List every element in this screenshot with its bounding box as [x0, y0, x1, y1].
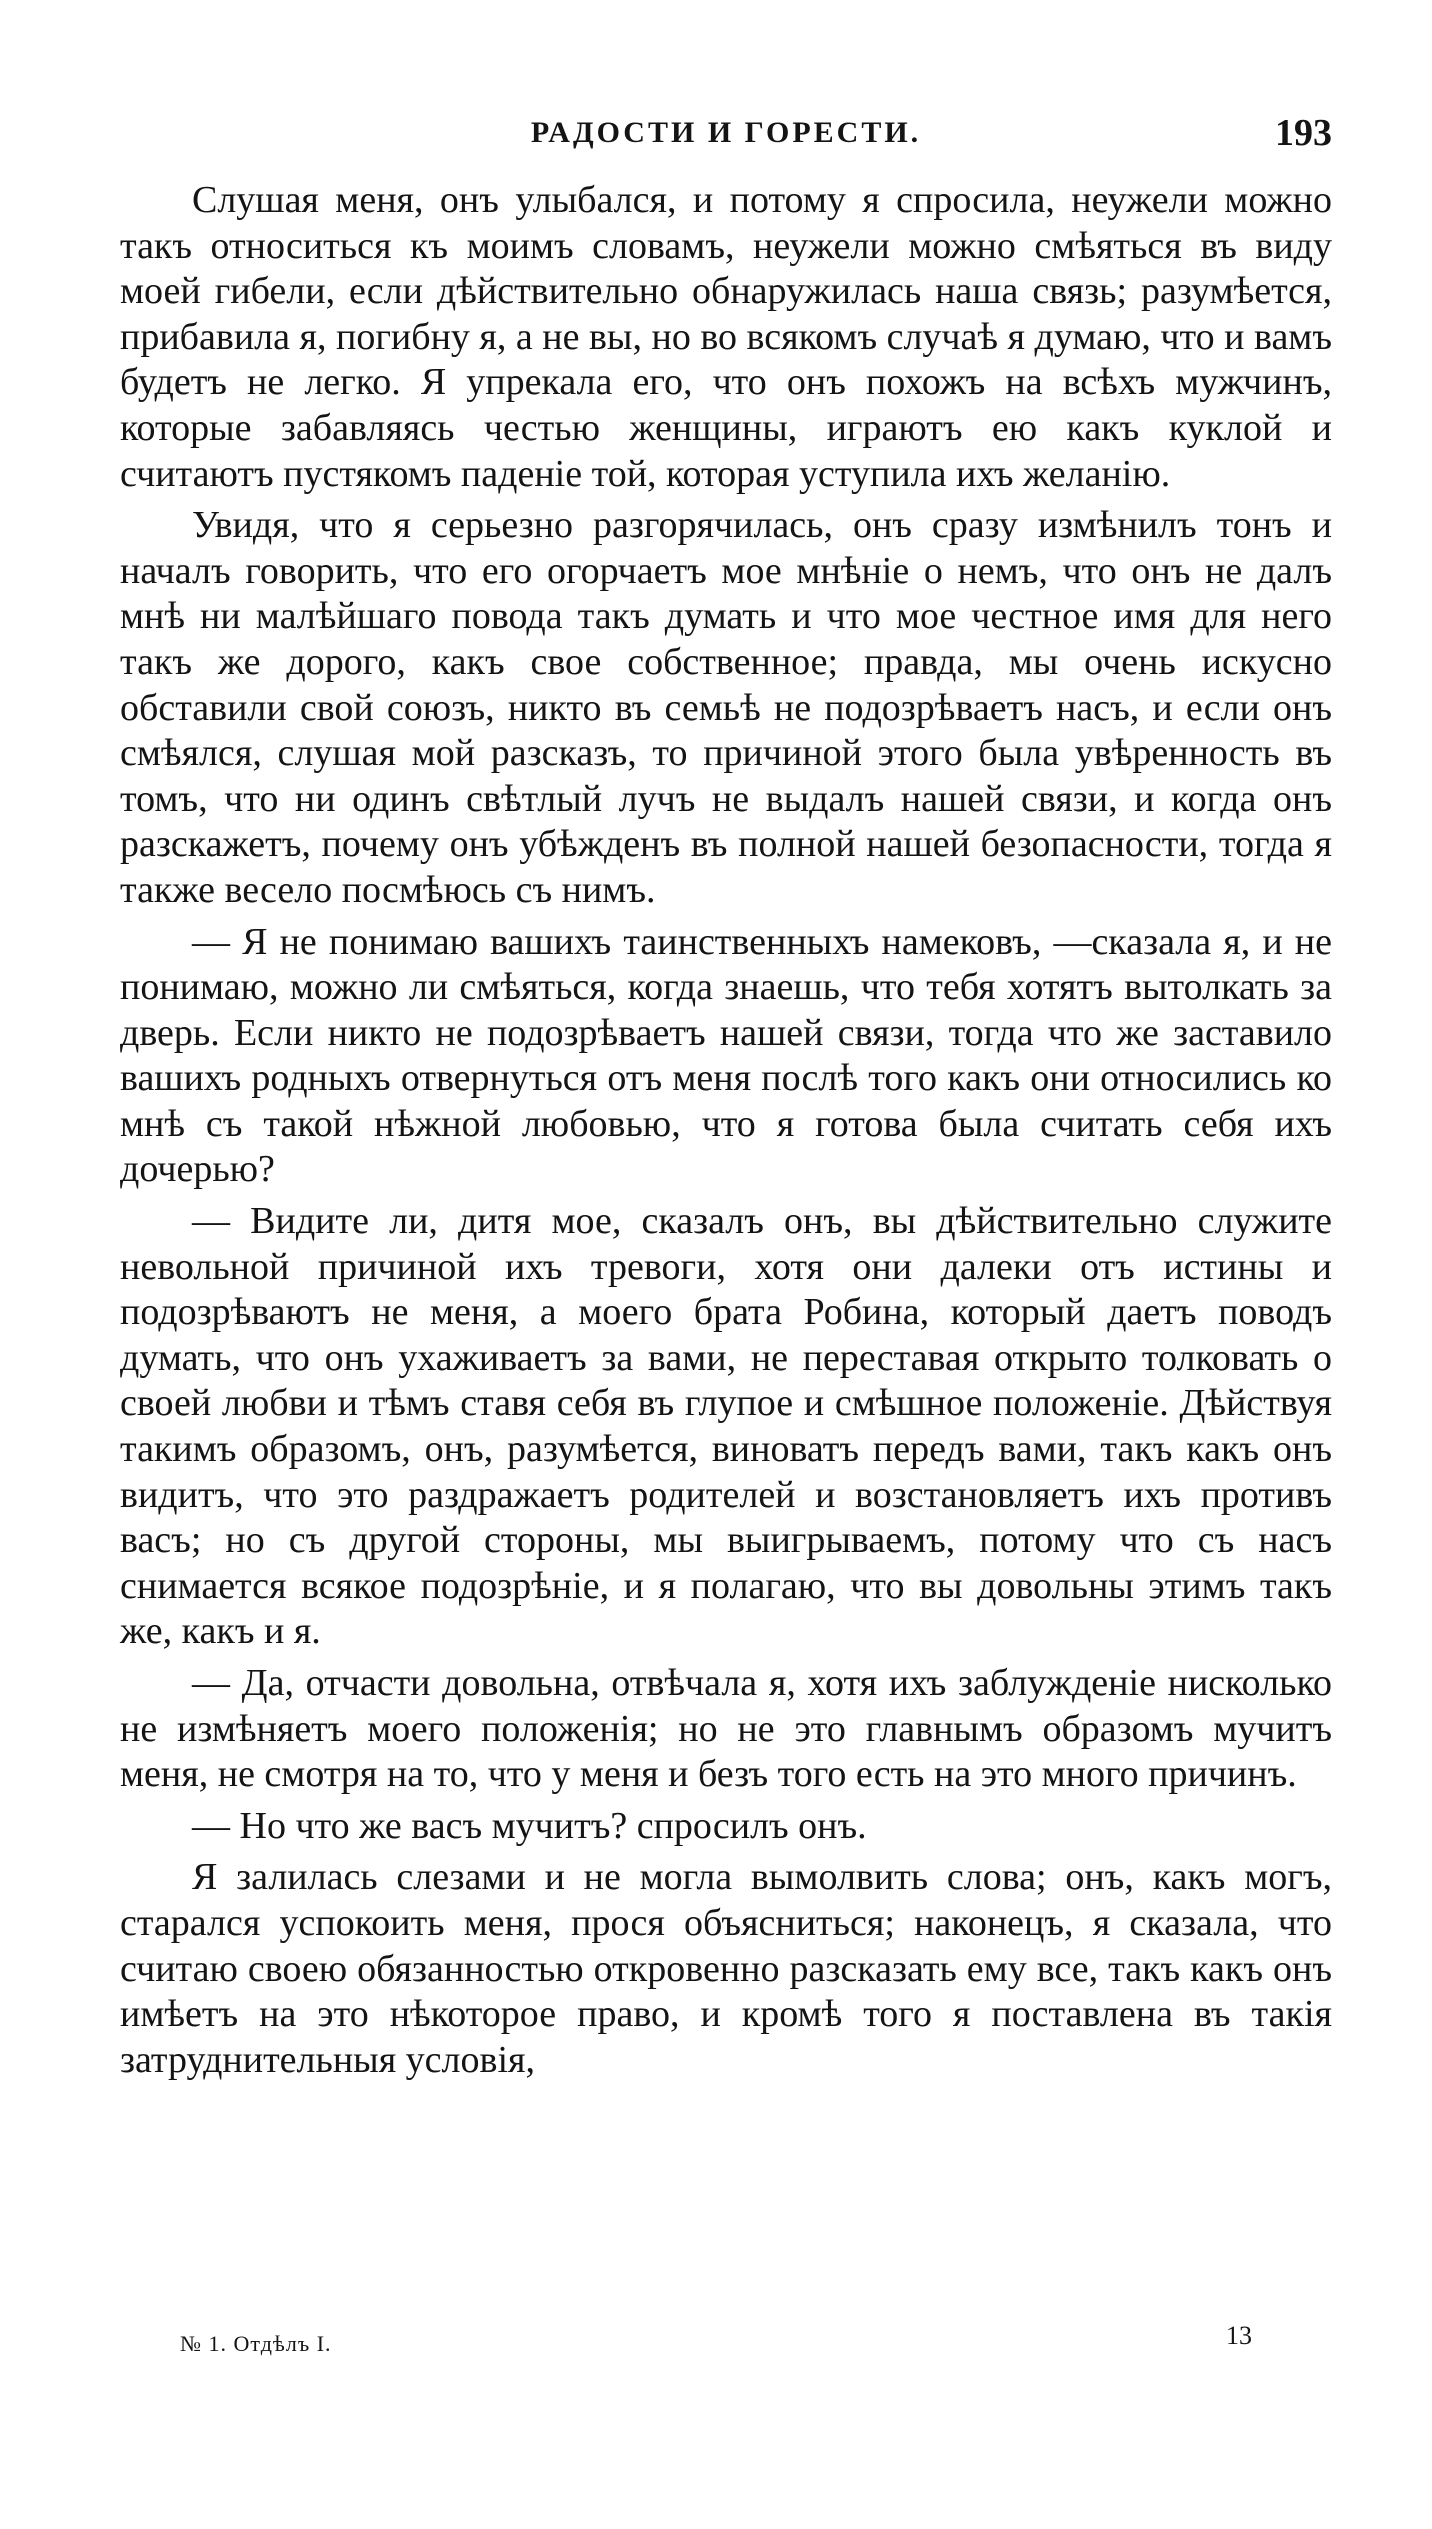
paragraph: — Я не понимаю вашихъ таинственныхъ намековъ, —сказала я, и не понимаю, можно ли смѣяться, когда знаешь, что тебя хотятъ вытолкать за дверь. Если никто не подозрѣваетъ нашей связи, тогда что же заставило вашихъ родныхъ отвернуться отъ меня послѣ того какъ они относились ко мнѣ съ такой нѣжной любовью, что я готова была считать себя ихъ дочерью? [120, 920, 1332, 1191]
body-text [120, 178, 1332, 2089]
paragraph: Я залилась слезами и не могла вымолвить слова; онъ, какъ могъ, старался успокоить меня, прося объясниться; наконецъ, я сказала, что считаю своею обязанностью откровенно разсказать ему все, такъ какъ онъ имѣетъ на это нѣкоторое право, и кромѣ того я поставлена въ такія затруднительныя условія, [120, 1856, 1332, 2081]
paragraph: — Но что же васъ мучитъ? спросилъ онъ. [192, 1804, 867, 1847]
paragraph: Увидя, что я серьезно разгорячилась, онъ сразу измѣнилъ тонъ и началъ говорить, что его огорчаетъ мое мнѣніе о немъ, что онъ не далъ мнѣ ни малѣйшаго повода такъ думать и что мое честное имя для него такъ же дорого, какъ свое собственное; правда, мы очень искусно обставили свой союзъ, никто въ семьѣ не подозрѣваетъ насъ, и если онъ смѣялся, слушая мой разсказъ, то причиной этого была увѣренность въ томъ, что ни одинъ свѣтлый лучъ не выдалъ нашей связи, и когда онъ разскажетъ, почему онъ убѣжденъ въ полной нашей безопасности, тогда я также весело посмѣюсь съ нимъ. [120, 504, 1332, 911]
running-title: РАДОСТИ И ГОРЕСТИ. [530, 116, 922, 149]
page-number: 193 [1275, 112, 1332, 154]
paragraph: Слушая меня, онъ улыбался, и потому я спросила, неужели можно такъ относиться къ моимъ словамъ, неужели можно смѣяться въ виду моей гибели, если дѣйствительно обнаружилась наша связь; разумѣется, прибавила я, погибну я, а не вы, но во всякомъ случаѣ я думаю, что и вамъ будетъ не легко. Я упрекала его, что онъ похожъ на всѣхъ мужчинъ, которые забавляясь честью женщины, играютъ ею какъ куклой и считаютъ пустякомъ паденіе той, которая уступила ихъ желанію. [120, 179, 1332, 495]
printer-signature: № 1. Отдѣлъ I. [180, 2331, 332, 2356]
paragraph: — Да, отчасти довольна, отвѣчала я, хотя ихъ заблужденіе нисколько не измѣняетъ моего положенія; но не это главнымъ образомъ мучитъ меня, не смотря на то, что у меня и безъ того есть на это много причинъ. [120, 1662, 1332, 1796]
sheet-mark: 13 [1226, 2321, 1252, 2350]
paragraph: — Видите ли, дитя мое, сказалъ онъ, вы дѣйствительно служите невольной причиной ихъ тревоги, хотя они далеки отъ истины и подозрѣваютъ не меня, а моего брата Робина, который даетъ поводъ думать, что онъ ухаживаетъ за вами, не переставая открыто толковать о своей любви и тѣмъ ставя себя въ глупое и смѣшное положеніе. Дѣйствуя такимъ образомъ, онъ, разумѣется, виноватъ передъ вами, такъ какъ онъ видитъ, что это раздражаетъ родителей и возстановляетъ ихъ противъ васъ; но съ другой стороны, мы выигрываемъ, потому что съ насъ снимается всякое подозрѣніе, и я полагаю, что вы довольны этимъ такъ же, какъ и я. [120, 1200, 1332, 1653]
running-head [120, 108, 1332, 158]
page-footer [120, 2321, 1332, 2364]
